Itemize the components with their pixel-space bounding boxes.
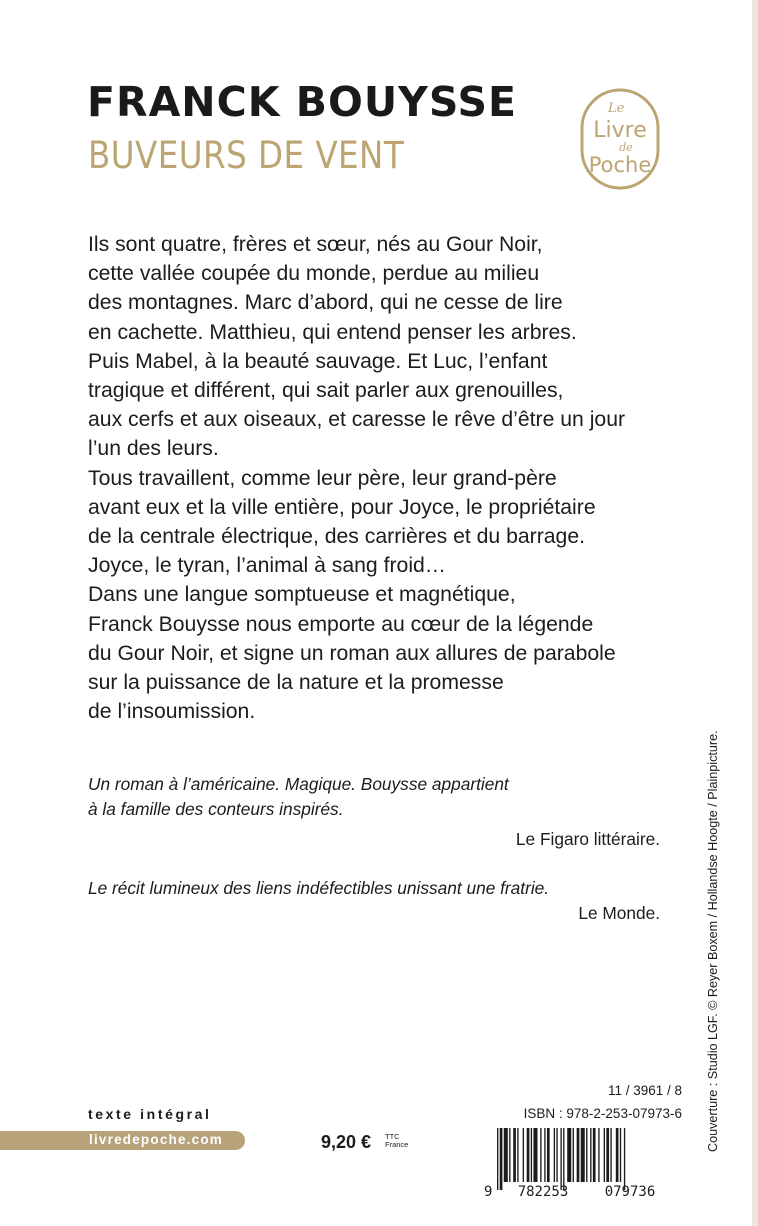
cover-credit: Couverture : Studio LGF. © Reyer Boxem / Hollandse Hoogte / Plainpicture. — [706, 730, 720, 1152]
blurb-line: l’un des leurs. — [88, 437, 219, 461]
barcode-bar — [527, 1128, 530, 1182]
price: 9,20 € — [321, 1132, 372, 1152]
press-quote-figaro — [88, 772, 509, 821]
barcode-digits-right: 079736 — [604, 1184, 656, 1198]
blurb-line: aux cerfs et aux oiseaux, et caresse le rêve d’être un jour — [88, 408, 626, 432]
barcode-bar — [509, 1128, 510, 1182]
blurb-line: Puis Mabel, à la beauté sauvage. Et Luc, l’enfant — [88, 349, 548, 373]
blurb-line: du Gour Noir, et signe un roman aux allures de parabole — [88, 641, 616, 665]
barcode-bar — [624, 1128, 625, 1190]
catalog-reference: 11 / 3961 / 8 — [607, 1083, 682, 1098]
barcode-bar — [540, 1128, 541, 1182]
barcode-bar — [513, 1128, 516, 1182]
price-note — [385, 1133, 408, 1149]
isbn: ISBN : 978-2-253-07973-6 — [523, 1106, 682, 1121]
barcode-bar — [544, 1128, 545, 1182]
author-name: FRANCK BOUYSSE — [87, 78, 518, 126]
barcode-bar — [560, 1128, 561, 1190]
blurb-line: des montagnes. Marc d’abord, qui ne cesse de lire — [88, 291, 563, 315]
barcode-bar — [500, 1128, 503, 1190]
blurb-line: Tous travaillent, comme leur père, leur grand-père — [88, 466, 557, 490]
barcode-bar — [586, 1128, 587, 1182]
barcode-bar — [616, 1128, 619, 1182]
ean-barcode — [483, 1128, 683, 1198]
website-link: livredepoche.com — [89, 1132, 223, 1147]
barcode-bar — [573, 1128, 574, 1182]
website-banner — [0, 1131, 245, 1150]
quote-line: Le récit lumineux des liens indéfectibles unissant une fratrie. — [88, 878, 550, 898]
barcode-bar — [598, 1128, 599, 1182]
barcode-bar — [517, 1128, 518, 1182]
blurb-line: avant eux et la ville entière, pour Joyce, le propriétaire — [88, 495, 596, 519]
press-quote-monde — [88, 876, 549, 901]
blurb-line: cette vallée coupée du monde, perdue au milieu — [88, 262, 540, 286]
edition-label: texte intégral — [88, 1106, 212, 1122]
blurb-line: tragique et différent, qui sait parler aux grenouilles, — [88, 379, 564, 403]
barcode-bar — [581, 1128, 585, 1182]
barcode-bar — [523, 1128, 524, 1182]
barcode-bar — [593, 1128, 596, 1182]
barcode-bar — [577, 1128, 580, 1182]
barcode-bar — [504, 1128, 508, 1182]
blurb-line: de l’insoumission. — [88, 700, 256, 724]
quote-line: Un roman à l’américaine. Magique. Bouysse appartient — [88, 774, 509, 794]
logo-word-de: de — [619, 141, 633, 154]
barcode-digits-left: 782253 — [517, 1184, 569, 1198]
book-title: BUVEURS DE VENT — [88, 134, 405, 177]
barcode-bars — [497, 1128, 625, 1190]
price-note-ttc: TTC — [385, 1132, 400, 1141]
quote-source-figaro: Le Figaro littéraire. — [515, 829, 660, 849]
barcode-bar — [610, 1128, 611, 1182]
blurb-line: en cachette. Matthieu, qui entend penser les arbres. — [88, 320, 577, 344]
blurb-line: Dans une langue somptueuse et magnétique, — [88, 583, 516, 607]
price-note-country: France — [385, 1140, 409, 1149]
back-cover-blurb — [88, 230, 688, 726]
page-edge — [752, 0, 758, 1226]
barcode-bar — [604, 1128, 605, 1182]
barcode-bar — [567, 1128, 571, 1182]
barcode-digit-lead: 9 — [484, 1184, 493, 1198]
barcode-bar — [547, 1128, 550, 1182]
blurb-line: Franck Bouysse nous emporte au cœur de la légende — [88, 612, 594, 636]
logo-word-le: Le — [608, 101, 625, 116]
barcode-bar — [620, 1128, 621, 1182]
barcode-bar — [606, 1128, 609, 1182]
blurb-line: Ils sont quatre, frères et sœur, nés au Gour Noir, — [88, 233, 543, 256]
quote-line: à la famille des conteurs inspirés. — [88, 798, 344, 819]
quote-source-monde: Le Monde. — [578, 903, 660, 923]
logo-word-poche: Poche — [588, 153, 652, 177]
logo-word-livre: Livre — [593, 118, 647, 143]
blurb-line: de la centrale électrique, des carrières et du barrage. — [88, 525, 586, 549]
barcode-bar — [531, 1128, 532, 1182]
barcode-bar — [533, 1128, 537, 1182]
barcode-bar — [556, 1128, 557, 1182]
barcode-bar — [497, 1128, 498, 1190]
barcode-bar — [590, 1128, 591, 1182]
livre-de-poche-logo — [580, 88, 660, 190]
barcode-bar — [563, 1128, 564, 1190]
blurb-line: Joyce, le tyran, l’animal à sang froid… — [88, 554, 446, 578]
barcode-bar — [554, 1128, 555, 1182]
blurb-line: sur la puissance de la nature et la promesse — [88, 671, 504, 695]
